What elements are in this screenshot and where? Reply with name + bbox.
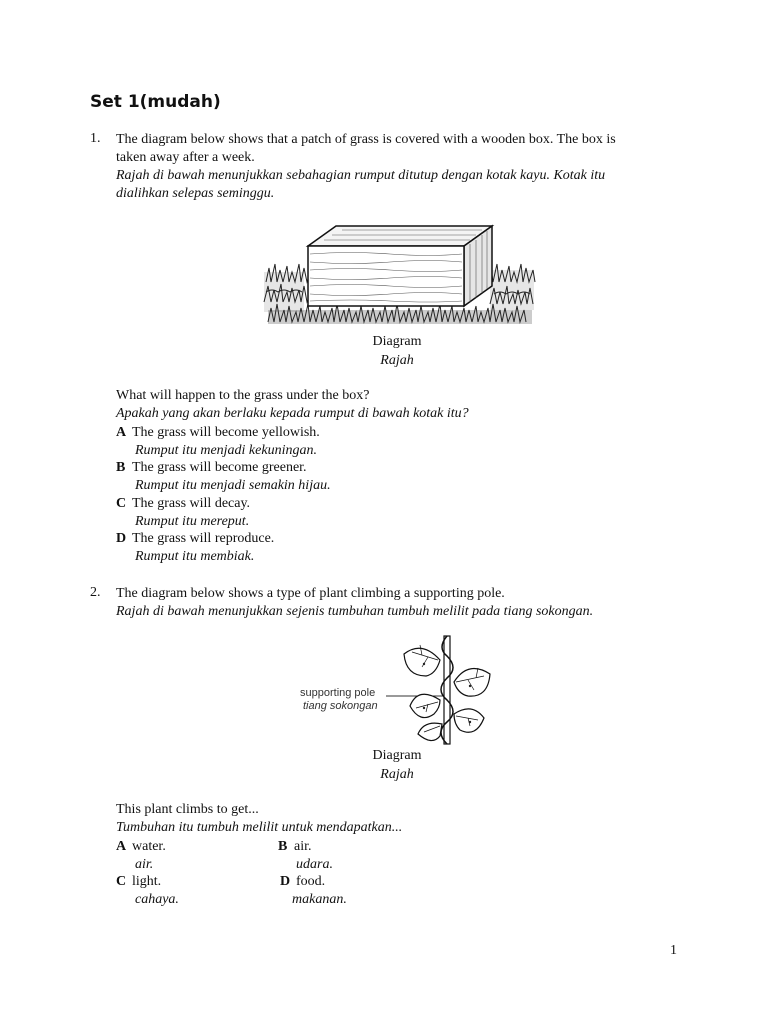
q2-option-d-ms: makanan.	[292, 892, 347, 907]
q1-option-a-ms: Rumput itu menjadi kekuningan.	[135, 443, 317, 458]
label-ms: tiang sokongan	[303, 700, 378, 712]
q1-option-d-ms: Rumput itu membiak.	[135, 549, 255, 564]
option-text-en: The grass will reproduce.	[132, 531, 275, 546]
q2-option-c[interactable]	[116, 873, 161, 891]
q2-question-ms: Tumbuhan itu tumbuh melilit untuk mendapatkan...	[116, 820, 403, 835]
option-text-en: The grass will decay.	[132, 496, 251, 511]
q2-option-a[interactable]	[116, 838, 166, 856]
wooden-box	[308, 226, 492, 306]
page-number: 1	[670, 943, 677, 958]
q1-stem-en-line2: taken away after a week.	[116, 150, 255, 165]
set-title: Set 1(mudah)	[90, 92, 221, 112]
q1-option-b-ms: Rumput itu menjadi semakin hijau.	[135, 478, 331, 493]
option-text-en: light.	[132, 874, 162, 889]
q1-caption-ms: Rajah	[380, 353, 414, 368]
wooden-box-on-grass-figure	[262, 222, 538, 330]
option-text-en: air.	[294, 839, 312, 854]
label-en: supporting pole	[300, 687, 376, 699]
q2-option-c-ms: cahaya.	[135, 892, 179, 907]
option-letter: A	[116, 839, 127, 854]
pole	[444, 636, 450, 744]
q1-question-en: What will happen to the grass under the box?	[116, 388, 370, 403]
q2-option-d[interactable]	[280, 873, 325, 891]
q2-caption-en: Diagram	[372, 748, 422, 763]
q1-option-c[interactable]	[116, 495, 250, 513]
q2-caption-ms: Rajah	[380, 767, 414, 782]
q2-option-b-ms: udara.	[296, 857, 333, 872]
option-letter: C	[116, 496, 127, 511]
supporting-pole-label	[300, 687, 378, 713]
climbing-plant-figure	[384, 634, 494, 746]
q1-caption-en: Diagram	[372, 334, 422, 349]
option-text-en: water.	[132, 839, 166, 854]
q1-option-b[interactable]	[116, 459, 307, 477]
q1-option-c-ms: Rumput itu mereput.	[135, 514, 250, 529]
q1-stem-en-line1: The diagram below shows that a patch of grass is covered with a wooden box. The box is	[116, 132, 616, 147]
option-letter: A	[116, 425, 127, 440]
q2-question-en: This plant climbs to get...	[116, 802, 259, 817]
q1-stem-ms-line1: Rajah di bawah menunjukkan sebahagian rumput ditutup dengan kotak kayu. Kotak itu	[116, 168, 606, 183]
option-letter: B	[116, 460, 126, 475]
option-text-en: The grass will become greener.	[132, 460, 307, 475]
option-letter: D	[116, 531, 127, 546]
option-text-en: The grass will become yellowish.	[132, 425, 320, 440]
option-letter: D	[280, 874, 291, 889]
q2-option-a-ms: air.	[135, 857, 154, 872]
q1-stem-ms-line2: dialihkan selepas seminggu.	[116, 186, 275, 201]
option-letter: B	[278, 839, 288, 854]
q2-option-b[interactable]	[278, 838, 312, 856]
q1-question-ms: Apakah yang akan berlaku kepada rumput di bawah kotak itu?	[116, 406, 469, 421]
question-2-number: 2.	[90, 585, 101, 600]
option-text-en: food.	[296, 874, 326, 889]
q2-stem-ms: Rajah di bawah menunjukkan sejenis tumbuhan tumbuh melilit pada tiang sokongan.	[116, 604, 594, 619]
q1-option-d[interactable]	[116, 530, 274, 548]
question-1-number: 1.	[90, 131, 101, 146]
option-letter: C	[116, 874, 127, 889]
q2-stem-en: The diagram below shows a type of plant climbing a supporting pole.	[116, 586, 505, 601]
q1-option-a[interactable]	[116, 424, 320, 442]
